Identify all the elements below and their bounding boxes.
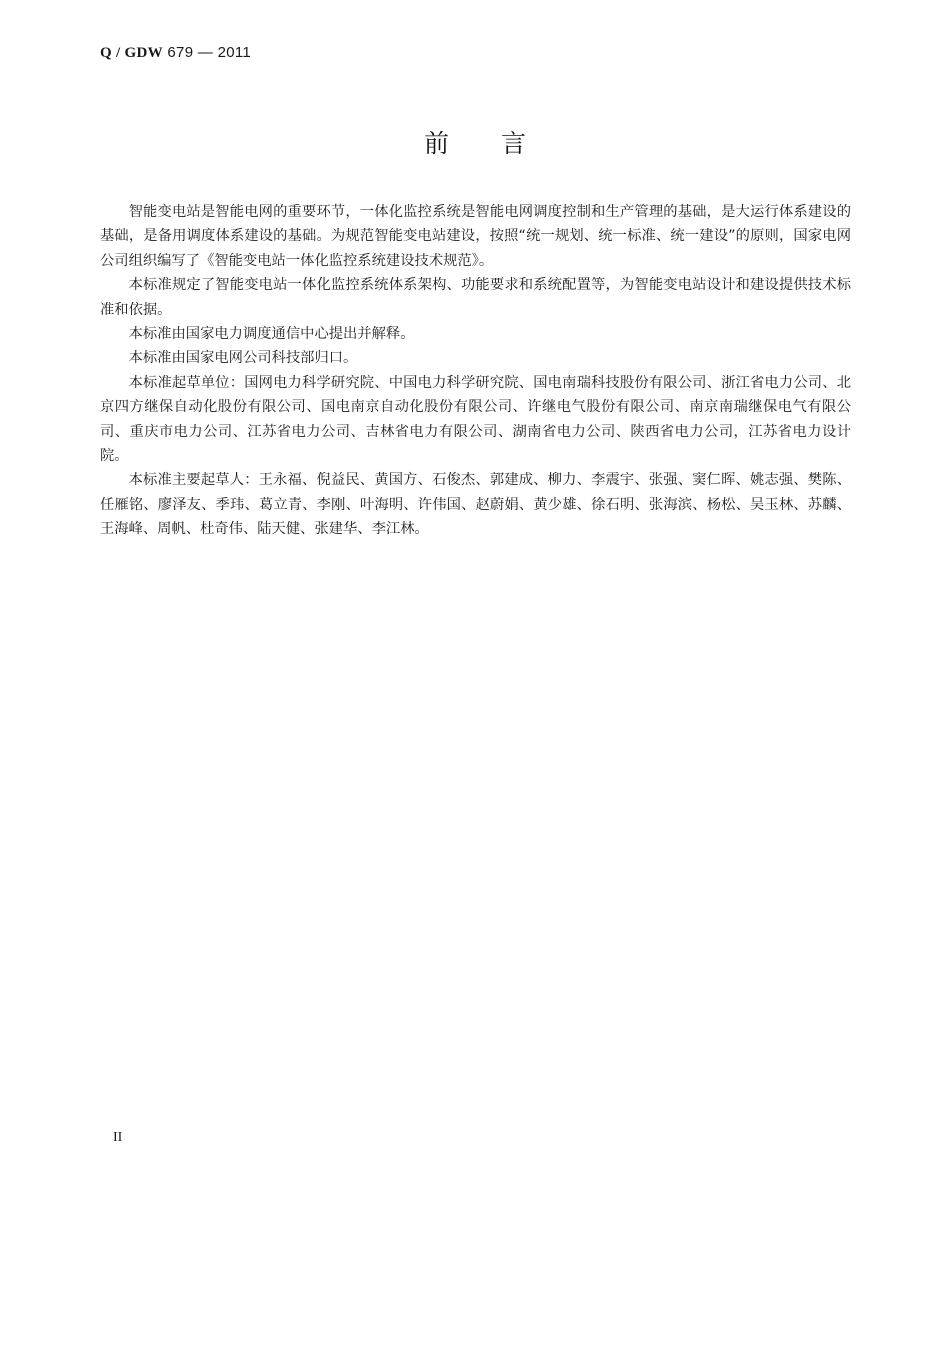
paragraph-intro: 智能变电站是智能电网的重要环节，一体化监控系统是智能电网调度控制和生产管理的基础，是大运行体系建设的基础，是备用调度体系建设的基础。为规范智能变电站建设，按照“统一规划、统一标准、统一建设”的原则，国家电网公司组织编写了《智能变电站一体化监控系统建设技术规范》。 <box>100 204 851 269</box>
paragraph-scope: 本标准规定了智能变电站一体化监控系统体系架构、功能要求和系统配置等，为智能变电站设计和建设提供技术标准和依据。 <box>100 277 851 318</box>
page-number: II <box>113 1130 123 1145</box>
paragraph-administrator: 本标准由国家电网公司科技部归口。 <box>128 350 358 367</box>
foreword-body <box>100 200 851 542</box>
paragraph-drafting-units: 本标准起草单位：国网电力科学研究院、中国电力科学研究院、国电南瑞科技股份有限公司、浙江省电力公司、北京四方继保自动化股份有限公司、国电南京自动化股份有限公司、许继电气股份有限公司、南京南瑞继保电气有限公司、重庆市电力公司、江苏省电力公司、吉林省电力有限公司、湖南省电力公司、陕西省电力公司，江苏省电力设计院。 <box>100 374 851 465</box>
standard-number: 679 — 2011 <box>162 44 252 61</box>
paragraph-drafters: 本标准主要起草人：王永福、倪益民、黄国方、石俊杰、郭建成、柳力、李震宇、张强、窦仁晖、姚志强、樊陈、任雁铭、廖泽友、季玮、葛立青、李刚、叶海明、许伟国、赵蔚娟、黄少雄、徐石明、张海滨、杨松、吴玉林、苏麟、王海峰、周帆、杜奇伟、陆天健、张建华、李江林。 <box>100 472 851 538</box>
page-title: 前言 <box>423 129 578 158</box>
standard-prefix: Q / GDW <box>100 45 163 61</box>
paragraph-proposer: 本标准由国家电力调度通信中心提出并解释。 <box>128 326 415 343</box>
standard-code <box>100 44 251 62</box>
